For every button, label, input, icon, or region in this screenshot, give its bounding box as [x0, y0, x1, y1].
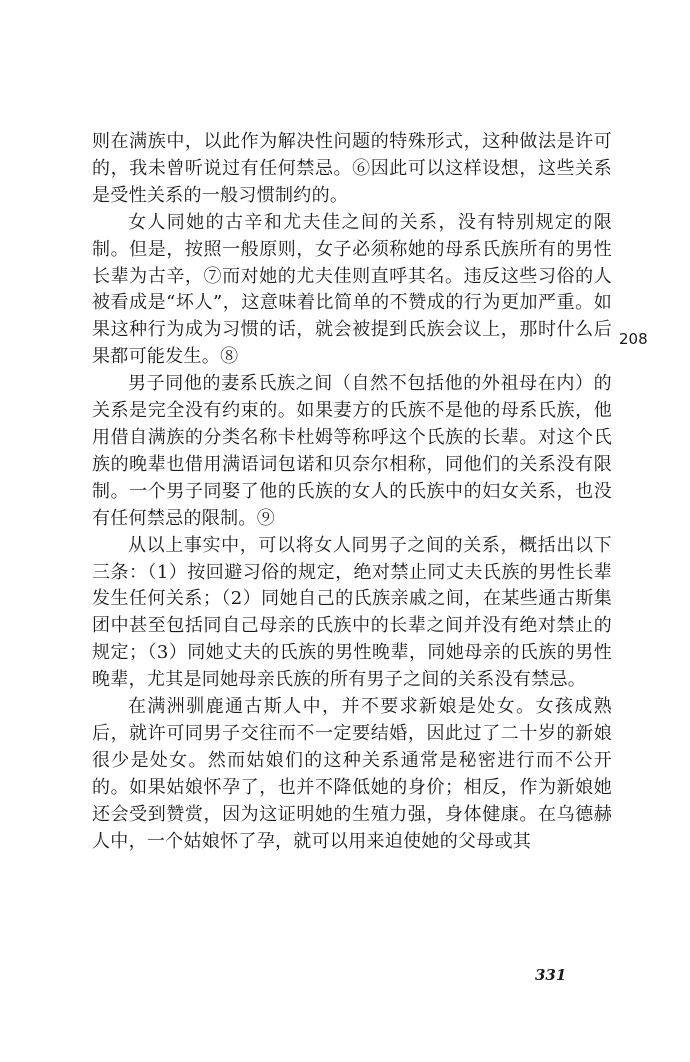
page-number: 331	[535, 966, 567, 984]
paragraph-5: 在满洲驯鹿通古斯人中，并不要求新娘是处女。女孩成熟后，就许可同男子交往而不一定要结婚，因此过了二十岁的新娘很少是处女。然而姑娘们的这种关系通常是秘密进行而不公开的。如果姑娘怀孕了，也并不降低她的身价；相反，作为新娘她还会受到赞赏，因为这证明她的生殖力强，身体健康。在乌德赫人中，一个姑娘怀了孕，就可以用来迫使她的父母或其	[92, 696, 612, 852]
paragraph-2: 女人同她的古辛和尤夫佳之间的关系，没有特别规定的限制。但是，按照一般原则，女子必须称她的母系氏族所有的男性长辈为古辛，⑦而对她的尤夫佳则直呼其名。违反这些习俗的人被看成是“坏人”，这意味着比简单的不赞成的行为更加严重。如果这种行为成为习惯的话，就会被提到氏族会议上，那时什么后果都可能发生。⑧	[92, 211, 612, 368]
paragraph-1: 则在满族中，以此作为解决性问题的特殊形式，这种做法是许可的，我未曾听说过有任何禁忌。⑥因此可以这样设想，这些关系是受性关系的一般习惯制约的。	[92, 131, 612, 206]
margin-page-reference: 208	[619, 330, 648, 348]
paragraph-3: 男子同他的妻系氏族之间（自然不包括他的外祖母在内）的关系是完全没有约束的。如果妻方的氏族不是他的母系氏族，他用借自满族的分类名称卡杜姆等称呼这个氏族的长辈。对这个氏族的晚辈也借用满语词包诺和贝奈尔相称，同他们的关系没有限制。一个男子同娶了他的氏族的女人的氏族中的妇女关系，也没有任何禁忌的限制。⑨	[92, 373, 612, 529]
paragraph-4: 从以上事实中，可以将女人同男子之间的关系，概括出以下三条：（1）按回避习俗的规定，绝对禁止同丈夫氏族的男性长辈发生任何关系；（2）同她自己的氏族亲戚之间，在某些通古斯集团中甚至包括同自己母亲的氏族中的长辈之间并没有绝对禁止的规定；（3）同她丈夫的氏族的男性晚辈，同她母亲的氏族的男性晚辈，尤其是同她母亲氏族的所有男子之间的关系没有禁忌。	[92, 534, 612, 691]
body-text	[92, 129, 612, 855]
